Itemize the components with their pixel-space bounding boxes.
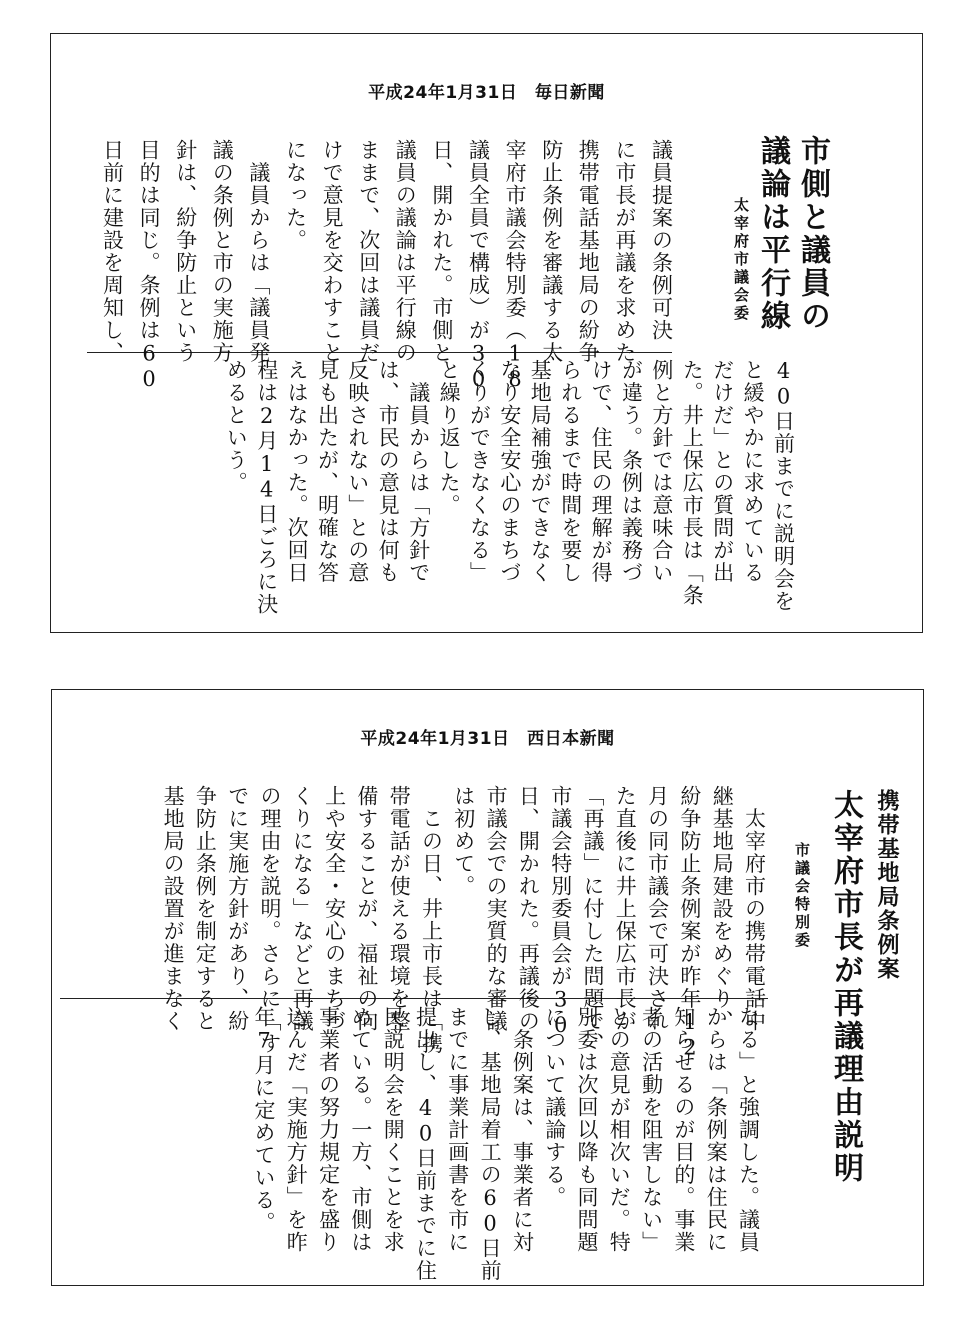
text-column: 議の条例と市の実施方 [210, 139, 235, 364]
headline: 太宰府市長が再議理由説明 [828, 789, 863, 1185]
text-column: からは「条例案は住民に [704, 1006, 729, 1254]
text-column: けで、住民の理解が得 [589, 359, 614, 584]
text-column: 反映されない」との意 [345, 359, 370, 584]
text-column: ままで、次回は議員だ [356, 139, 381, 364]
text-column: 防止条例を審議する太 [539, 139, 564, 364]
text-column: 議員からは「議員発 [246, 139, 271, 364]
text-column: 宰府市議会特別委（18 [503, 139, 528, 393]
text-column: までに事業計画書を市に [445, 1006, 470, 1254]
text-column: 帯電話が使える環境を整 [387, 785, 412, 1033]
text-column: との意見が相次いだ。特 [607, 1006, 632, 1254]
text-column: なる」と強調した。議員 [736, 1006, 761, 1254]
text-column: 太宰府市の携帯電話中 [742, 785, 767, 1033]
text-column: くりになる」などと再議 [290, 785, 315, 1033]
article-clipping-mainichi [50, 33, 923, 633]
text-column: は、市民の意見は何も [376, 359, 401, 584]
text-column: られるまで時間を要し [558, 359, 583, 584]
headline-line-2: 議論は平行線 [755, 135, 790, 333]
text-column: 月の同市議会で可決され [645, 785, 670, 1033]
text-column: 程は2月14日ごろに決 [254, 359, 279, 616]
text-column: この日、井上市長は「携 [419, 785, 444, 1055]
headline-line-1: 市側と議員の [795, 135, 830, 333]
text-column: 備することが、福祉の向 [354, 785, 379, 1033]
text-column: 40日前までに説明会を [771, 359, 796, 613]
text-column: けで意見を交わすこと [320, 139, 345, 364]
text-column: し、基地局着工の60日前 [478, 1006, 503, 1282]
text-column: 議員全員で構成）が30 [466, 139, 491, 393]
text-column: 事業者の努力規定を盛り [316, 1006, 341, 1254]
text-column: 知らせるのが目的。事業 [671, 1006, 696, 1254]
text-column: でに実施方針があり、紛 [225, 785, 250, 1033]
subheadline: 太宰府市議会委 [732, 197, 750, 323]
text-column: 議員の議論は平行線の [393, 139, 418, 364]
text-column: になった。 [283, 139, 308, 252]
text-column: は初めて。 [451, 785, 476, 898]
article-clipping-nishinippon [51, 689, 924, 1286]
text-column: 針は、紛争防止という [173, 139, 198, 364]
text-column: 日、開かれた。市側と [429, 139, 454, 364]
text-column: くりができなくなる」 [467, 359, 492, 584]
text-column: た。井上保広市長は「条 [680, 359, 705, 607]
text-column: めるという。 [224, 359, 249, 494]
subheadline: 市議会特別委 [793, 842, 811, 950]
text-column: 込んだ「実施方針」を昨 [284, 1006, 309, 1254]
text-column: 議員提案の条例可決 [649, 139, 674, 342]
text-column: 提出し、40日前までに住 [413, 1006, 438, 1282]
text-column: 紛争防止条例案が昨年12 [677, 785, 702, 1061]
text-column: 継基地局建設をめぐり、 [710, 785, 735, 1033]
text-column: と緩やかに求めている [741, 359, 766, 584]
text-column: えはなかった。次回日 [285, 359, 310, 584]
headline-kicker: 携帯基地局条例案 [874, 789, 899, 981]
text-column: 争防止条例を制定すると [193, 785, 218, 1033]
text-column: 議員からは「方針で [406, 359, 431, 584]
text-column: 携帯電話基地局の紛争 [576, 139, 601, 364]
text-column: 目的は同じ。条例は60 [137, 139, 162, 393]
text-column: が違う。条例は義務づ [619, 359, 644, 584]
text-column: 上や安全・安心のまちづ [322, 785, 347, 1033]
text-column: 市議会での実質的な審議 [484, 785, 509, 1033]
text-column: 者の活動を阻害しない」 [639, 1006, 664, 1254]
text-column: と繰り返した。 [437, 359, 462, 517]
article-caption: 平成24年1月31日 西日本新聞 [360, 729, 615, 749]
article-caption: 平成24年1月31日 毎日新聞 [368, 83, 605, 103]
text-column: 年7月に定めている。 [252, 1006, 276, 1234]
text-column: の理由を説明。さらに「す [258, 785, 282, 1055]
text-column: について議論する。 [542, 1006, 567, 1209]
text-column: めている。一方、市側は [348, 1006, 373, 1254]
text-column: なり安全安心のまちづ [497, 359, 522, 584]
text-column: 日、開かれた。再議後の [516, 785, 541, 1033]
text-column: 見も出たが、明確な答 [315, 359, 340, 584]
text-column: 条例案は、事業者に対 [510, 1006, 535, 1254]
text-column: 基地局補強ができなく [528, 359, 553, 584]
text-column: 基地局の設置が進まなく [161, 785, 186, 1033]
text-column: だけだ」との質問が出 [710, 359, 735, 584]
text-column: 別委は次回以降も同問題 [575, 1006, 599, 1254]
text-column: 民説明会を開くことを求 [381, 1006, 406, 1254]
text-column: 市議会特別委員会が30 [548, 785, 573, 1039]
text-column: 「再議」に付した問題で、 [581, 785, 605, 1055]
text-column: 例と方針では意味合い [649, 359, 674, 584]
text-column: た直後に井上保広市長が [613, 785, 638, 1033]
text-column: に市長が再議を求めた [612, 139, 637, 364]
text-column: 日前に建設を周知し、 [100, 139, 125, 364]
